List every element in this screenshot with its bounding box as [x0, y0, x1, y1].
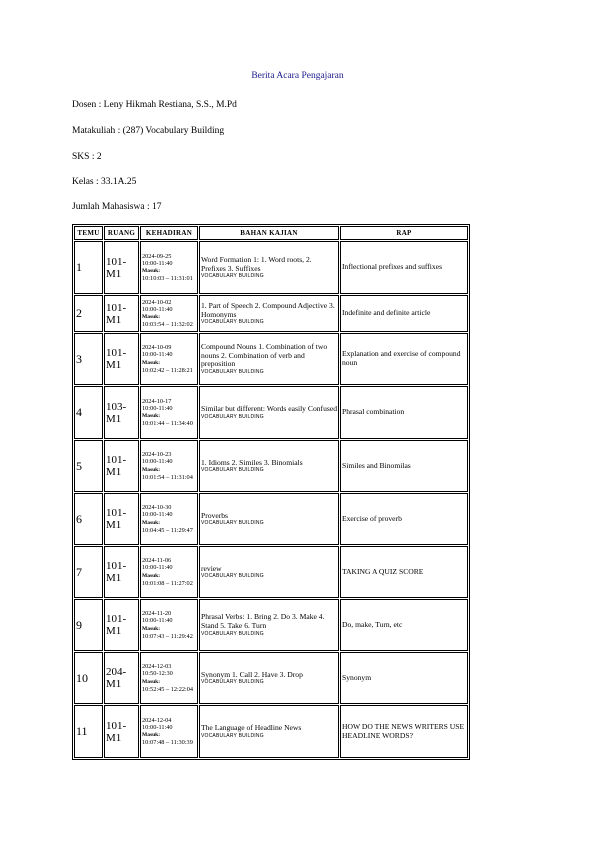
attendance-date: 2024-10-30 — [142, 504, 172, 512]
attendance-masuk-label: Masuk: — [142, 732, 161, 738]
attendance-date: 2024-12-03 — [142, 663, 172, 671]
info-label: Dosen — [72, 100, 97, 110]
info-value: Leny Hikmah Restiana, S.S., M.Pd — [103, 100, 237, 110]
attendance-date: 2024-11-06 — [142, 557, 172, 565]
cell-temu: 2 — [74, 295, 103, 332]
attendance-schedule: 10:00-11:40 — [142, 351, 173, 359]
kajian-topic: 1. Idioms 2. Similes 3. Binomials — [201, 457, 303, 467]
table-row — [74, 295, 468, 332]
cell-bahan-kajian — [199, 295, 339, 332]
kajian-topic: The Language of Headline News — [201, 723, 302, 733]
attendance-schedule: 10:00-11:40 — [142, 723, 173, 731]
header-kehadiran: KEHADIRAN — [140, 226, 198, 240]
attendance-masuk-label: Masuk: — [142, 572, 161, 579]
attendance-in: 10:01:08 — [142, 579, 165, 587]
cell-ruang: 101-M1 — [104, 546, 139, 598]
kajian-topic: Similar but different: Words easily Confused — [201, 404, 337, 414]
kajian-course: VOCABULARY BUILDING — [201, 413, 264, 420]
attendance-schedule: 10:00-11:40 — [142, 305, 173, 313]
attendance-out: 11:29:47 — [170, 526, 193, 534]
info-dosen: Dosen : Leny Hikmah Restiana, S.S., M.Pd — [72, 100, 237, 110]
cell-bahan-kajian — [199, 652, 339, 704]
cell-temu: 6 — [74, 493, 103, 545]
attendance-schedule: 10:00-11:40 — [142, 564, 173, 572]
cell-temu: 11 — [74, 705, 103, 758]
cell-kehadiran: 2024-12-04 10:00-11:40 Masuk: 10:07:48 – 11:30:39 — [140, 705, 198, 758]
info-sks: SKS : 2 — [72, 152, 102, 162]
attendance-schedule: 10:00-11:40 — [142, 617, 173, 625]
info-value: (287) Vocabulary Building — [122, 126, 225, 136]
cell-kehadiran: 2024-12-03 10:50-12:30 Masuk: 10:52:45 – 12:22:04 — [140, 652, 198, 704]
attendance-out: 11:27:02 — [170, 579, 193, 587]
table-row — [74, 386, 468, 439]
cell-ruang: 101-M1 — [104, 599, 139, 651]
kajian-course: VOCABULARY BUILDING — [201, 520, 264, 527]
cell-bahan-kajian — [199, 386, 339, 439]
cell-rap: Explanation and exercise of compound noun — [340, 333, 468, 385]
cell-rap: Do, make, Turn, etc — [340, 599, 468, 651]
table-row — [74, 705, 468, 758]
attendance-schedule: 10:00-11:40 — [142, 458, 173, 466]
header-temu: TEMU — [74, 226, 103, 240]
header-rap: RAP — [340, 226, 468, 240]
attendance-out: 12:22:04 — [170, 685, 194, 693]
cell-kehadiran: 2024-11-20 10:00-11:40 Masuk: 10:07:43 – 11:29:42 — [140, 599, 198, 651]
attendance-out: 11:29:42 — [170, 632, 193, 640]
info-value: 33.1A.25 — [101, 177, 137, 187]
attendance-out: 11:34:40 — [170, 420, 193, 428]
cell-rap: Synonym — [340, 652, 468, 704]
cell-ruang: 101-M1 — [104, 333, 139, 385]
kajian-topic: Proverbs — [201, 510, 228, 520]
attendance-schedule: 10:00-11:40 — [142, 511, 173, 519]
attendance-masuk-label: Masuk: — [142, 625, 161, 632]
cell-rap: Phrasal combination — [340, 386, 468, 439]
kajian-course: VOCABULARY BUILDING — [201, 319, 264, 326]
cell-ruang: 204-M1 — [104, 652, 139, 704]
attendance-masuk-label: Masuk: — [142, 678, 161, 685]
header-ruang: RUANG — [104, 226, 139, 240]
kajian-course: VOCABULARY BUILDING — [201, 630, 264, 637]
attendance-masuk-label: Masuk: — [142, 519, 161, 526]
table-row — [74, 440, 468, 492]
table-body — [74, 241, 468, 758]
table-row — [74, 546, 468, 598]
attendance-date: 2024-09-25 — [142, 252, 172, 260]
cell-rap: TAKING A QUIZ SCORE — [340, 546, 468, 598]
attendance-date: 2024-11-20 — [142, 610, 172, 618]
attendance-masuk-label: Masuk: — [142, 359, 161, 366]
info-kelas: Kelas : 33.1A.25 — [72, 177, 137, 187]
kajian-course: VOCABULARY BUILDING — [201, 368, 264, 375]
table-row — [74, 241, 468, 294]
cell-temu: 10 — [74, 652, 103, 704]
kajian-topic: Word Formation 1: 1. Word roots, 2. Prefixes 3. Suffixes — [201, 254, 312, 273]
attendance-masuk-label: Masuk: — [142, 314, 161, 320]
kajian-topic: Synonym 1. Call 2. Have 3. Drop — [201, 669, 303, 679]
kajian-course: VOCABULARY BUILDING — [201, 732, 264, 739]
cell-ruang: 103-M1 — [104, 386, 139, 439]
kajian-course: VOCABULARY BUILDING — [201, 679, 264, 686]
cell-kehadiran: 2024-10-23 10:00-11:40 Masuk: 10:01:54 – 11:31:04 — [140, 440, 198, 492]
info-value: 2 — [96, 152, 102, 162]
cell-ruang: 101-M1 — [104, 440, 139, 492]
cell-kehadiran: 2024-09-25 10:00-11:40 Masuk: 10:10:03 – 11:31:01 — [140, 241, 198, 294]
attendance-in: 10:10:03 — [142, 275, 165, 283]
cell-ruang: 101-M1 — [104, 705, 139, 758]
kajian-course: VOCABULARY BUILDING — [201, 573, 264, 580]
attendance-date: 2024-12-04 — [142, 716, 172, 724]
attendance-schedule: 10:00-11:40 — [142, 259, 173, 267]
cell-bahan-kajian — [199, 599, 339, 651]
attendance-in: 10:52:45 — [142, 685, 165, 693]
cell-rap: Exercise of proverb — [340, 493, 468, 545]
cell-kehadiran: 2024-11-06 10:00-11:40 Masuk: 10:01:08 – 11:27:02 — [140, 546, 198, 598]
attendance-out: 11:31:04 — [170, 473, 193, 481]
attendance-masuk-label: Masuk: — [142, 268, 161, 274]
cell-bahan-kajian — [199, 705, 339, 758]
schedule-table — [72, 224, 470, 760]
page-title: Berita Acara Pengajaran — [251, 71, 344, 81]
cell-ruang: 101-M1 — [104, 493, 139, 545]
attendance-in: 10:01:44 — [142, 420, 165, 428]
kajian-topic: Compound Nouns 1. Combination of two nouns 2. Combination of verb and preposition — [201, 342, 328, 369]
cell-bahan-kajian — [199, 546, 339, 598]
attendance-date: 2024-10-02 — [142, 298, 172, 306]
table-header-row — [74, 226, 468, 240]
cell-temu: 3 — [74, 333, 103, 385]
cell-temu: 9 — [74, 599, 103, 651]
header-bahan-kajian: BAHAN KAJIAN — [199, 226, 339, 240]
cell-rap: HOW DO THE NEWS WRITERS USE HEADLINE WORDS? — [340, 705, 468, 758]
cell-ruang: 101-M1 — [104, 241, 139, 294]
cell-kehadiran: 2024-10-09 10:00-11:40 Masuk: 10:02:42 – 11:28:21 — [140, 333, 198, 385]
attendance-date: 2024-10-23 — [142, 451, 172, 459]
attendance-out: 11:31:01 — [170, 275, 193, 283]
table-row — [74, 599, 468, 651]
attendance-in: 10:07:48 — [142, 739, 165, 747]
info-label: Kelas — [72, 177, 94, 187]
attendance-out: 11:30:39 — [170, 739, 193, 747]
attendance-in: 10:02:42 — [142, 366, 165, 374]
cell-kehadiran: 2024-10-30 10:00-11:40 Masuk: 10:04:45 – 11:29:47 — [140, 493, 198, 545]
cell-bahan-kajian — [199, 440, 339, 492]
attendance-in: 10:01:54 — [142, 473, 165, 481]
table-row — [74, 333, 468, 385]
attendance-in: 10:04:45 — [142, 526, 165, 534]
attendance-out: 11:28:21 — [170, 366, 193, 374]
cell-temu: 1 — [74, 241, 103, 294]
cell-ruang: 101-M1 — [104, 295, 139, 332]
info-matakuliah: Matakuliah : (287) Vocabulary Building — [72, 126, 225, 136]
cell-kehadiran: 2024-10-02 10:00-11:40 Masuk: 10:03:54 – 11:32:02 — [140, 295, 198, 332]
attendance-schedule: 10:00-11:40 — [142, 404, 173, 412]
attendance-masuk-label: Masuk: — [142, 413, 161, 419]
cell-bahan-kajian — [199, 241, 339, 294]
kajian-topic: review — [201, 563, 222, 573]
attendance-schedule: 10:50-12:30 — [142, 670, 173, 678]
info-label: Jumlah Mahasiswa — [72, 202, 145, 212]
kajian-course: VOCABULARY BUILDING — [201, 467, 264, 474]
cell-rap: Inflectional prefixes and suffixes — [340, 241, 468, 294]
attendance-in: 10:03:54 — [142, 321, 165, 329]
cell-temu: 7 — [74, 546, 103, 598]
cell-temu: 4 — [74, 386, 103, 439]
attendance-masuk-label: Masuk: — [142, 466, 161, 473]
info-value: 17 — [151, 202, 162, 212]
table-row — [74, 493, 468, 545]
attendance-in: 10:07:43 — [142, 632, 165, 640]
table-row — [74, 652, 468, 704]
kajian-topic: Phrasal Verbs: 1. Bring 2. Do 3. Make 4. Stand 5. Take 6. Turn — [201, 612, 325, 630]
kajian-course: VOCABULARY BUILDING — [201, 273, 264, 280]
attendance-date: 2024-10-09 — [142, 344, 172, 352]
info-label: SKS — [72, 152, 90, 162]
attendance-out: 11:32:02 — [170, 321, 193, 329]
attendance-date: 2024-10-17 — [142, 397, 172, 405]
info-jumlah-mahasiswa: Jumlah Mahasiswa : 17 — [72, 202, 162, 212]
cell-temu: 5 — [74, 440, 103, 492]
cell-bahan-kajian — [199, 333, 339, 385]
cell-kehadiran: 2024-10-17 10:00-11:40 Masuk: 10:01:44 – 11:34:40 — [140, 386, 198, 439]
cell-bahan-kajian — [199, 493, 339, 545]
kajian-topic: 1. Part of Speech 2. Compound Adjective 3. Homonyms — [201, 300, 335, 319]
cell-rap: Indefinite and definite article — [340, 295, 468, 332]
cell-rap: Similes and Binomilas — [340, 440, 468, 492]
info-label: Matakuliah — [72, 126, 116, 136]
